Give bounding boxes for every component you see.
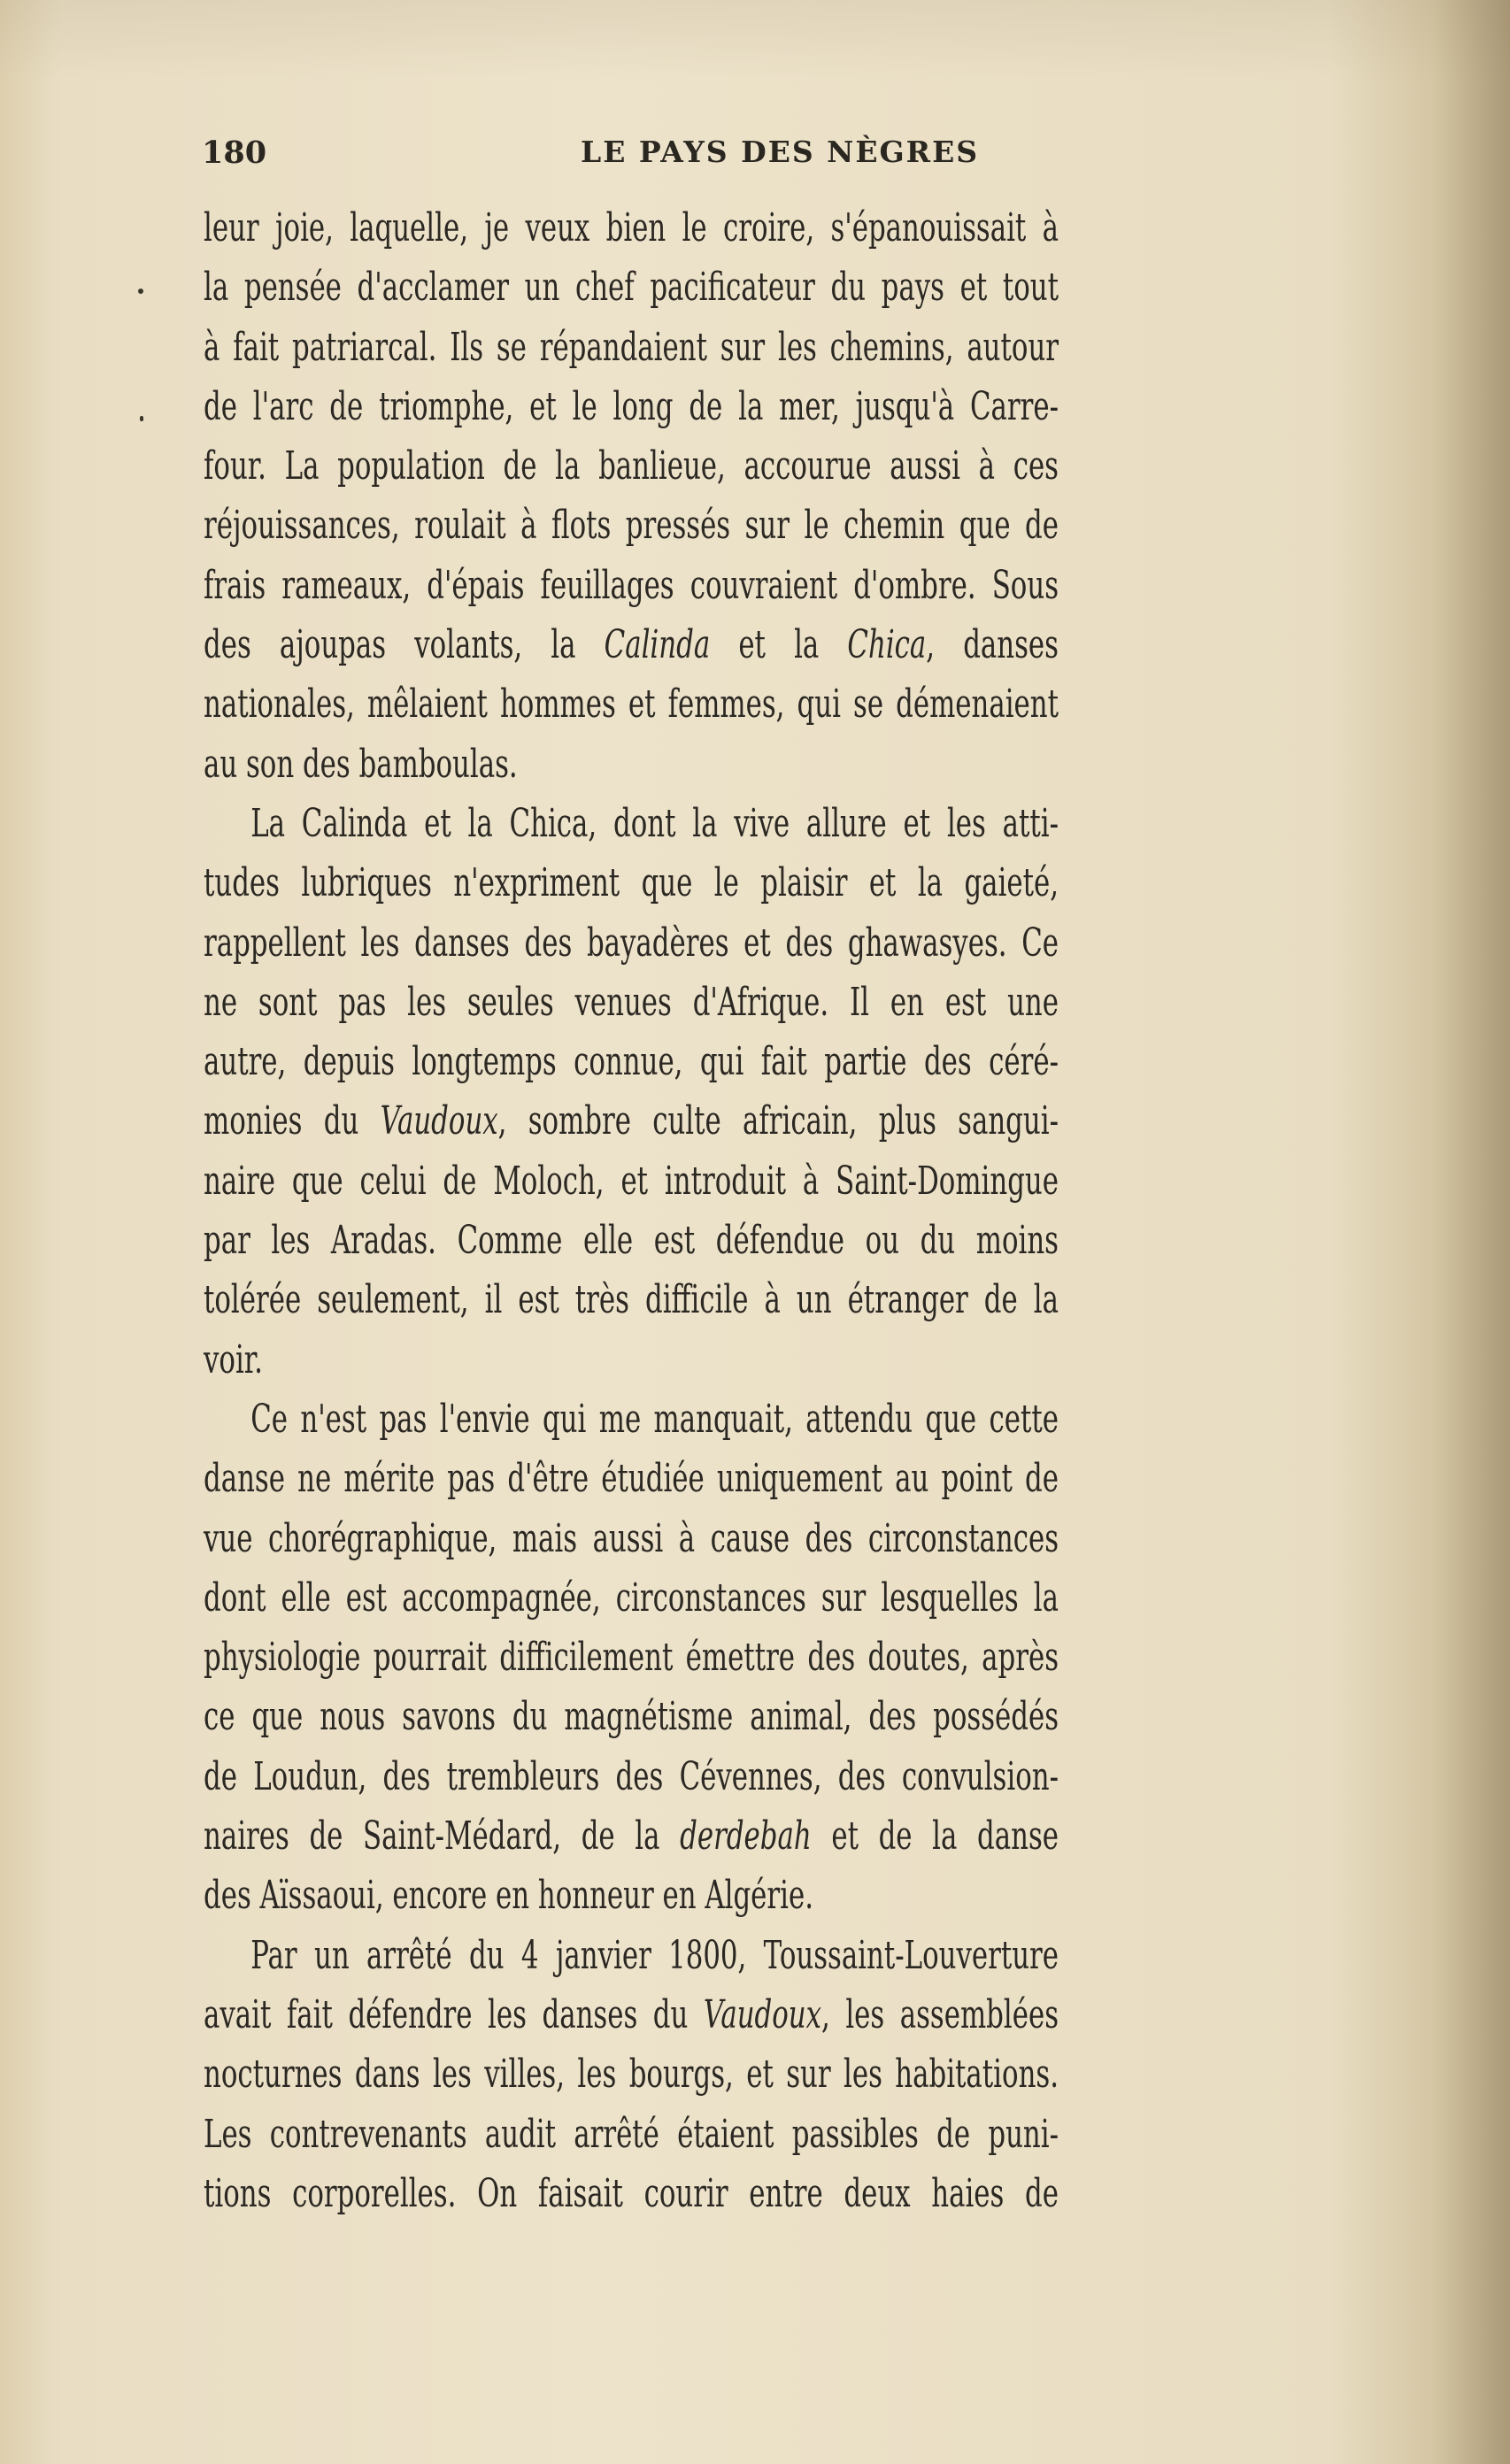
text-line: des Aïssaoui, encore en honneur en Algérie.	[204, 1873, 813, 1919]
italic-term-chica: Chica	[847, 622, 927, 668]
text-segment: , sombre culte africain, plus sangui-	[497, 1098, 1059, 1144]
margin-dot-mark	[140, 416, 143, 421]
page-top-shading	[0, 0, 1510, 80]
text-line	[204, 1806, 1059, 1866]
text-line: tolérée seulement, il est très difficile à un étranger de la	[204, 1277, 1059, 1323]
text-line: nationales, mêlaient hommes et femmes, qui se démenaient	[204, 681, 1059, 728]
page-header	[202, 131, 1034, 175]
italic-term-derdebah: derdebah	[680, 1813, 812, 1860]
text-line: physiologie pourrait difficilement émettre des doutes, après	[204, 1635, 1059, 1681]
text-line: frais rameaux, d'épais feuillages couvraient d'ombre. Sous	[204, 562, 1059, 608]
text-line: leur joie, laquelle, je veux bien le croire, s'épanouissait à	[204, 205, 1059, 250]
text-line: autre, depuis longtemps connue, qui fait partie des céré-	[204, 1039, 1059, 1085]
text-line: dont elle est accompagnée, circonstances sur lesquelles la	[204, 1575, 1059, 1621]
text-line	[204, 615, 1059, 674]
text-line: au son des bamboulas.	[204, 741, 518, 787]
text-line: voir.	[204, 1336, 263, 1382]
text-line: par les Aradas. Comme elle est défendue ou du moins	[204, 1218, 1059, 1264]
italic-term-calinda: Calinda	[604, 622, 711, 668]
text-line: ne sont pas les seules venues d'Afrique. Il en est une	[204, 979, 1059, 1025]
text-line: ce que nous savons du magnétisme animal, des possédés	[204, 1694, 1059, 1740]
text-line: four. La population de la banlieue, accourue aussi à ces	[204, 443, 1059, 489]
text-line: de Loudun, des trembleurs des Cévennes, des convulsion-	[204, 1753, 1059, 1799]
text-line: réjouissances, roulait à flots pressés sur le chemin que de	[204, 503, 1059, 549]
text-line: Les contrevenants audit arrêté étaient passibles de puni-	[204, 2111, 1059, 2157]
italic-term-vaudoux: Vaudoux	[703, 1991, 821, 2037]
text-line: de l'arc de triomphe, et le long de la mer, jusqu'à Carre-	[204, 383, 1059, 429]
text-segment: , danses	[926, 622, 1059, 668]
page-number: 180	[202, 135, 267, 171]
running-title: LE PAYS DES NÈGRES	[581, 135, 980, 169]
text-line: naire que celui de Moloch, et introduit à Saint-Domingue	[204, 1158, 1059, 1204]
margin-dot-mark	[138, 289, 143, 294]
text-segment: , les assemblées	[820, 1991, 1059, 2037]
text-line: nocturnes dans les villes, les bourgs, et sur les habitations.	[204, 2052, 1059, 2098]
text-line: Par un arrêté du 4 janvier 1800, Toussaint-Louverture	[250, 1932, 1059, 1978]
text-line: rappellent les danses des bayadères et des ghawasyes. Ce	[204, 920, 1059, 966]
text-line: Ce n'est pas l'envie qui me manquait, attendu que cette	[250, 1396, 1059, 1442]
text-segment: et de la danse	[831, 1813, 1059, 1860]
text-line: vue chorégraphique, mais aussi à cause des circonstances	[204, 1515, 1059, 1561]
text-segment: avait fait défendre les danses du	[204, 1991, 689, 2037]
text-line: à fait patriarcal. Ils se répandaient sur les chemins, autour	[204, 324, 1059, 370]
text-segment: et la	[738, 622, 820, 668]
text-segment: des ajoupas volants, la	[204, 622, 576, 668]
italic-term-vaudoux: Vaudoux	[380, 1098, 498, 1144]
text-line: tions corporelles. On faisait courir entre deux haies de	[204, 2170, 1059, 2216]
text-line: tudes lubriques n'expriment que le plaisir et la gaieté,	[204, 860, 1059, 906]
text-segment: monies du	[204, 1098, 359, 1144]
body-text	[204, 198, 1059, 2223]
text-segment: naires de Saint-Médard, de la	[204, 1813, 660, 1860]
page-gutter-shading	[1430, 0, 1510, 2464]
text-line	[204, 1985, 1059, 2044]
text-line: La Calinda et la Chica, dont la vive allure et les atti-	[250, 800, 1059, 846]
text-line: danse ne mérite pas d'être étudiée uniquement au point de	[204, 1456, 1059, 1502]
text-line: la pensée d'acclamer un chef pacificateur du pays et tout	[204, 265, 1059, 311]
text-line	[204, 1091, 1059, 1151]
